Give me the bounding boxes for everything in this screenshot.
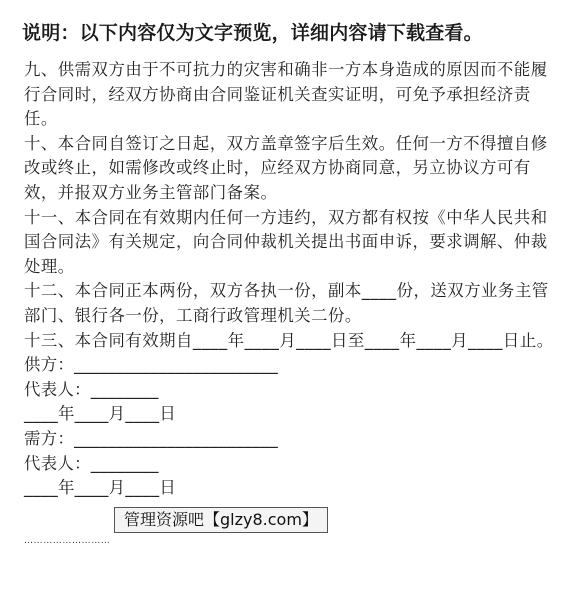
buyer-date-line: ____年____月____日: [24, 478, 177, 498]
clause-11: 十一、本合同在有效期内任何一方违约，双方都有权按《中华人民共和国合同法》有关规定，向合同仲裁机关提出书面申诉，要求调解、仲裁处理。: [24, 207, 548, 276]
supplier-representative-line: 代表人：________: [24, 379, 159, 399]
supplier-date-line: ____年____月____日: [24, 404, 177, 424]
buyer-representative-line: 代表人：________: [24, 453, 159, 473]
contract-text: [24, 58, 554, 501]
clause-9: 九、供需双方由于不可抗力的灾害和确非一方本身造成的原因而不能履行合同时，经双方协商由合同鉴证机关查实证明，可免予承担经济责任。: [24, 60, 548, 129]
preview-notice: 说明：以下内容仅为文字预览，详细内容请下载查看。: [22, 22, 483, 44]
footer-dots: ………………………: [24, 536, 111, 546]
buyer-line: 需方：________________________: [24, 428, 278, 448]
clause-13: 十三、本合同有效期自____年____月____日至____年____月____日止。: [24, 330, 554, 350]
supplier-line: 供方：________________________: [24, 355, 278, 375]
clause-12: 十二、本合同正本两份，双方各执一份，副本____份，送双方业务主管部门、银行各一份，工商行政管理机关二份。: [24, 281, 549, 325]
watermark-banner: 管理资源吧【glzy8.com】: [114, 507, 328, 533]
clause-10: 十、本合同自签订之日起，双方盖章签字后生效。任何一方不得擅自修改或终止，如需修改或终止时，应经双方协商同意，另立协议方可有效，并报双方业务主管部门备案。: [24, 133, 548, 202]
